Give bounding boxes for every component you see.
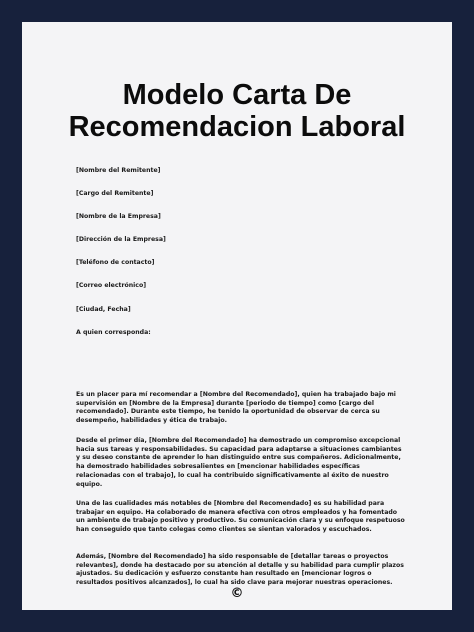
title-line-2: Recomendacion Laboral	[68, 111, 406, 143]
salutation: A quien corresponda:	[76, 328, 151, 336]
paragraph-1: Es un placer para mí recomendar a [Nombre del Recomendado], quien ha trabajado bajo mi supervisión en [Nombre de la Empresa] durante [periodo de tiempo] como [cargo del recomendado]. Durante este tiempo, he tenido la oportunidad de observar de cerca su desempeño, habilidades y ética de trabajo.	[76, 391, 396, 425]
title-line-1: Modelo Carta De	[122, 79, 352, 111]
company-address-field: [Dirección de la Empresa]	[76, 236, 166, 244]
document-title	[22, 79, 452, 143]
letter-page	[22, 22, 452, 610]
paragraph-3: Una de las cualidades más notables de [Nombre del Recomendado] es su habilidad para trabajar en equipo. Ha colaborado de manera efectiva con otros empleados y ha fomentado un ambiente de trabajo positivo y productivo. Su comunicación clara y su enfoque respetuoso han conseguido que tanto colegas como clientes se sientan valorados y escuchados.	[76, 500, 405, 534]
sender-position-field: [Cargo del Remitente]	[76, 190, 154, 198]
copyright-icon: ©	[230, 586, 244, 601]
contact-phone-field: [Teléfono de contacto]	[76, 259, 155, 267]
sender-name-field: [Nombre del Remitente]	[76, 167, 161, 174]
email-field: [Correo electrónico]	[76, 282, 147, 290]
letter-body	[76, 167, 406, 587]
paragraph-4: Además, [Nombre del Recomendado] ha sido responsable de [detallar tareas o proyectos relevantes], donde ha destacado por su atención al detalle y su habilidad para cumplir plazos ajustados. Su dedicación y esfuerzo constante han resultado en [mencionar logros o resultados positivos alcanzados], lo cual ha sido clave para mejorar nuestras operaciones.	[76, 553, 404, 587]
paragraph-2: Desde el primer día, [Nombre del Recomendado] ha demostrado un compromiso excepcional hacia sus tareas y responsabilidades. Su capacidad para adaptarse a situaciones cambiantes y su deseo constante de aprender lo han distinguido entre sus compañeros. Adicionalmente, ha demostrado habilidades sobresalientes en [mencionar habilidades específicas relacionadas con el trabajo], lo cual ha contribuido significativamente al éxito de nuestro equipo.	[76, 437, 402, 488]
city-date-field: [Ciudad, Fecha]	[76, 305, 131, 313]
company-name-field: [Nombre de la Empresa]	[76, 213, 161, 221]
